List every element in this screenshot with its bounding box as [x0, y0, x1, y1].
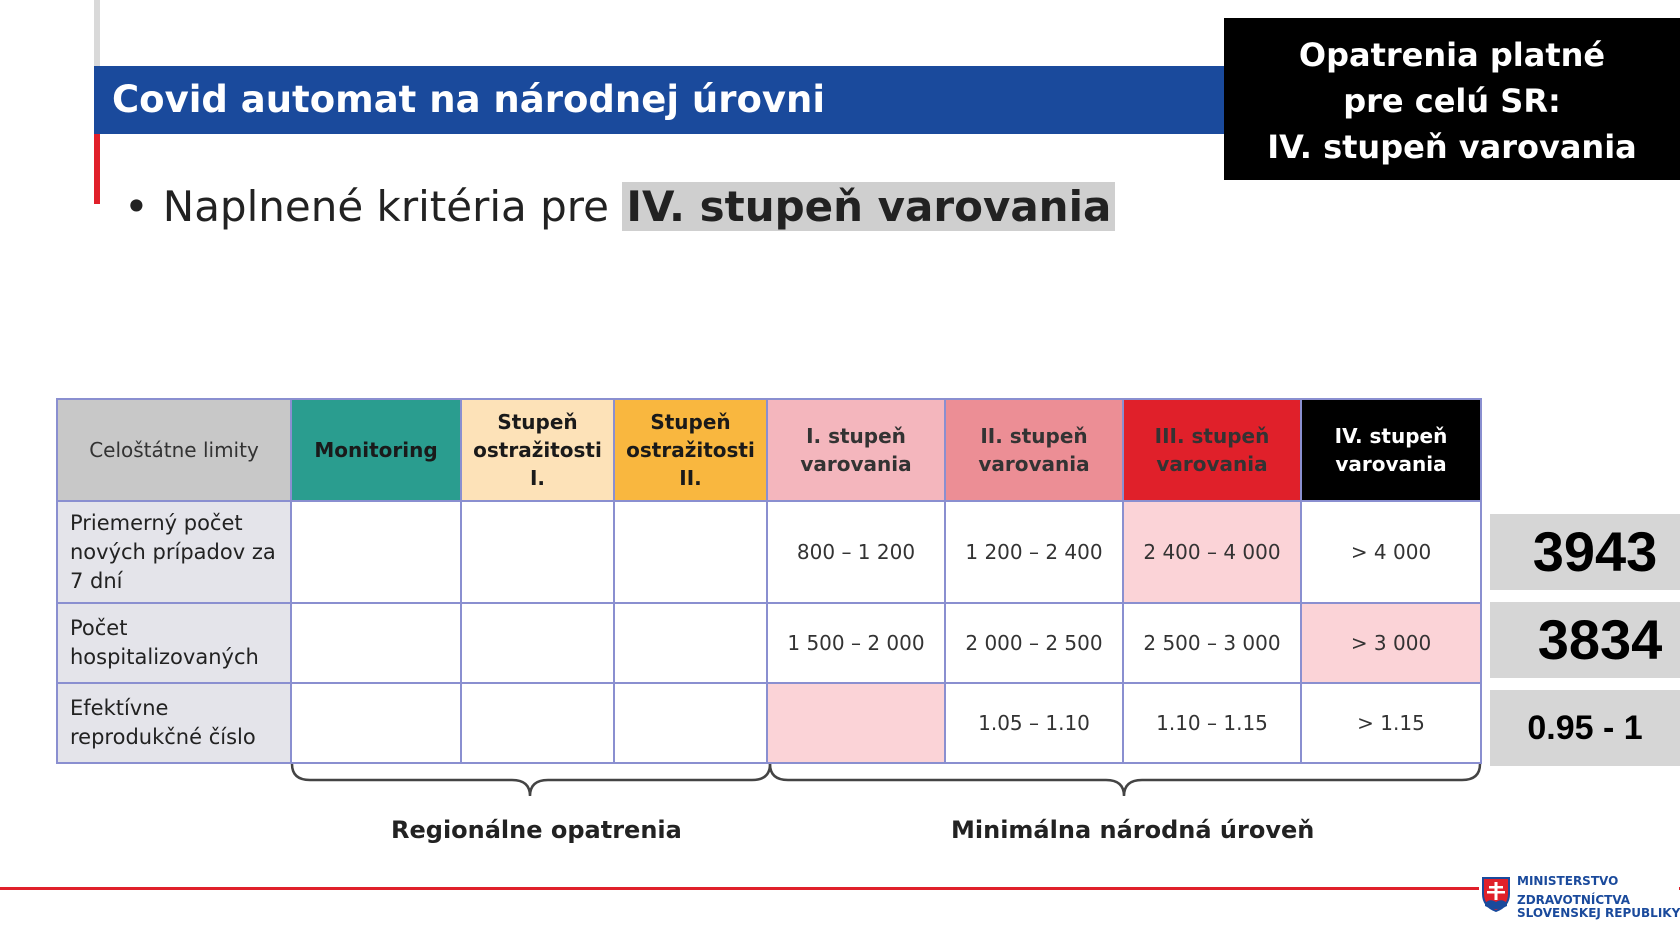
table-cell-highlighted: 2 400 – 4 000 [1123, 501, 1301, 603]
table-cell: 1.10 – 1.15 [1123, 683, 1301, 763]
table-cell: 1 500 – 2 000 [767, 603, 945, 683]
brace-label-national: Minimálna národná úroveň [951, 816, 1315, 844]
current-value-hospitalized: 3834 [1490, 602, 1680, 678]
label-line: Počet [70, 616, 128, 640]
corner-header: Celoštátne limity [57, 399, 291, 501]
table-cell: 800 – 1 200 [767, 501, 945, 603]
logo-line: MINISTERSTVO [1517, 874, 1619, 888]
header-line: II. [679, 466, 702, 490]
label-line: Priemerný počet [70, 510, 243, 535]
header-line: varovania [978, 452, 1090, 476]
table-cell: > 1.15 [1301, 683, 1481, 763]
header-line: Monitoring [314, 438, 438, 462]
current-value-cases: 3943 [1490, 514, 1680, 590]
table-cell: 2 000 – 2 500 [945, 603, 1123, 683]
header-line: ostražitosti [626, 438, 755, 462]
table-cell: 2 500 – 3 000 [1123, 603, 1301, 683]
table-cell-highlighted: > 3 000 [1301, 603, 1481, 683]
header-line: II. stupeň [980, 424, 1088, 448]
logo-line: ZDRAVOTNÍCTVA [1517, 893, 1631, 907]
header-line: varovania [1335, 452, 1447, 476]
info-line-1: Opatrenia platné [1298, 36, 1606, 74]
header-line: I. [529, 466, 546, 490]
info-line-2: pre celú SR: [1343, 82, 1561, 120]
header-line: III. stupeň [1154, 424, 1270, 448]
bullet-text: Naplnené kritéria pre [162, 182, 623, 231]
info-line-3: IV. stupeň varovania [1267, 128, 1637, 166]
logo-line: SLOVENSKEJ REPUBLIKY [1517, 906, 1680, 920]
label-line: reprodukčné číslo [70, 725, 256, 749]
label-line: 7 dní [70, 568, 123, 593]
table-cell: 1.05 – 1.10 [945, 683, 1123, 763]
header-line: varovania [1156, 452, 1268, 476]
current-value-reproduction: 0.95 - 1 [1490, 690, 1680, 766]
table-cell: > 4 000 [1301, 501, 1481, 603]
slide-title: Covid automat na národnej úrovni [94, 66, 1224, 134]
ministry-logo [1479, 872, 1679, 932]
coat-of-arms-icon [1481, 876, 1511, 912]
table-cell: 1 200 – 2 400 [945, 501, 1123, 603]
bullet-dot: • [124, 182, 149, 231]
brace-label-regional: Regionálne opatrenia [391, 816, 682, 844]
label-line: nových prípadov za [70, 539, 276, 564]
header-line: I. stupeň [806, 424, 906, 448]
header-line: Stupeň [497, 410, 578, 434]
header-line: varovania [800, 452, 912, 476]
label-line: hospitalizovaných [70, 645, 259, 669]
bullet-highlight: IV. stupeň varovania [622, 182, 1115, 231]
footer-line [0, 887, 1680, 890]
header-line: IV. stupeň [1334, 424, 1448, 448]
header-line: Stupeň [650, 410, 731, 434]
header-line: ostražitosti [473, 438, 602, 462]
brace-regional [292, 764, 770, 796]
brace-national [770, 764, 1480, 796]
label-line: Efektívne [70, 696, 169, 720]
